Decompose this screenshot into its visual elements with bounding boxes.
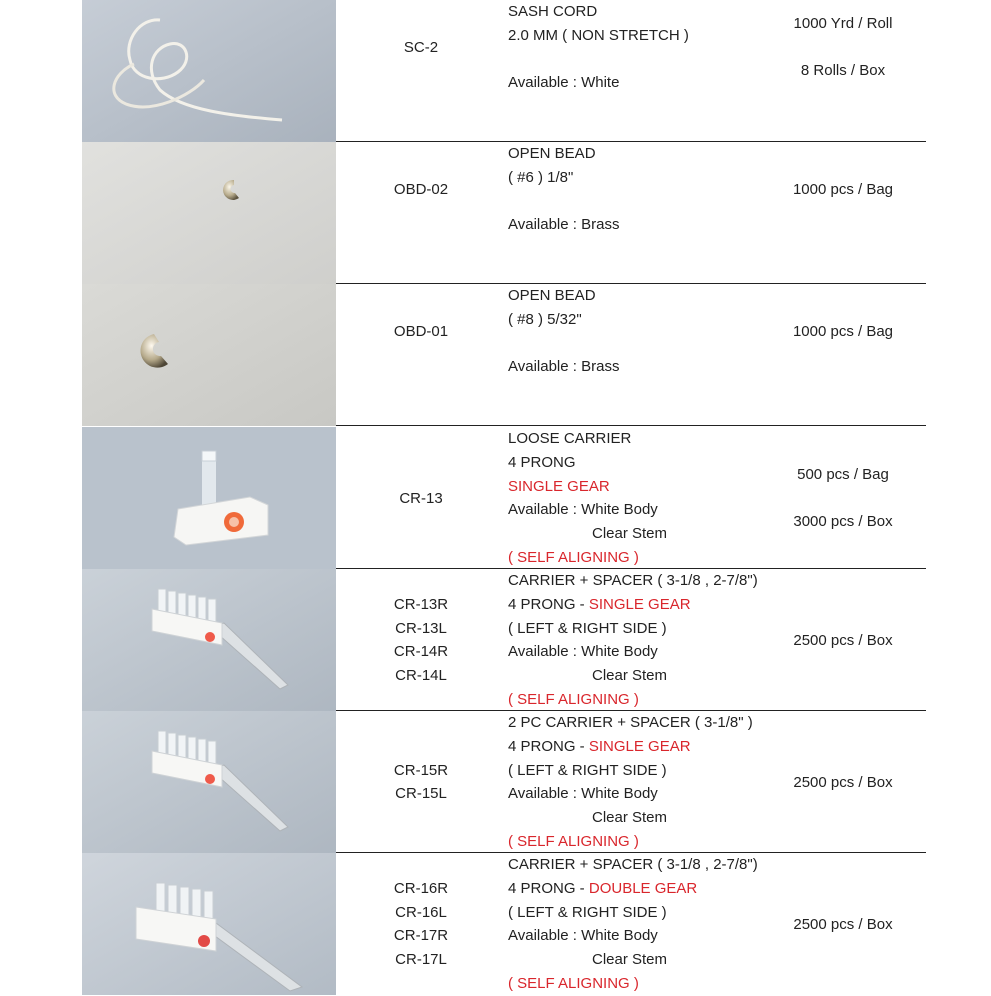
packaging-info xyxy=(760,913,926,937)
description-text: Available : White Body xyxy=(508,785,658,803)
product-photo xyxy=(82,0,336,142)
packaging-line: 1000 Yrd / Roll xyxy=(793,14,893,32)
product-code: CR-16L xyxy=(395,903,447,921)
product-codes xyxy=(336,487,506,511)
product-row xyxy=(0,142,991,284)
description-text: 4 PRONG - xyxy=(508,595,589,613)
packaging-info xyxy=(760,178,926,202)
product-code: CR-15R xyxy=(393,761,449,779)
description-text: Available : White Body xyxy=(508,927,658,945)
highlight-text: SINGLE GEAR xyxy=(588,737,691,755)
product-codes xyxy=(336,877,506,972)
description-text: 4 PRONG - xyxy=(508,737,589,755)
product-code: CR-14R xyxy=(393,643,449,661)
description-text: Clear Stem xyxy=(592,525,668,543)
description-line xyxy=(508,569,808,593)
product-code: CR-13L xyxy=(395,619,447,637)
description-text: 4 PRONG - xyxy=(508,879,589,897)
description-line xyxy=(508,427,808,451)
description-line xyxy=(508,355,808,379)
description-text: Available : White Body xyxy=(508,501,658,519)
description-line xyxy=(508,972,808,996)
description-text: ( #6 ) 1/8" xyxy=(508,168,574,186)
description-text: 2.0 MM ( NON STRETCH ) xyxy=(508,26,689,44)
product-photo xyxy=(82,711,336,853)
product-photo xyxy=(82,569,336,711)
packaging-line: 1000 pcs / Bag xyxy=(792,180,894,198)
description-line xyxy=(508,284,808,308)
description-text: OPEN BEAD xyxy=(508,145,596,162)
packaging-line: 8 Rolls / Box xyxy=(800,62,886,80)
highlight-text: SINGLE GEAR xyxy=(508,477,610,495)
packaging-line xyxy=(760,486,926,510)
description-line xyxy=(508,877,808,901)
product-row xyxy=(0,569,991,711)
description-text: LOOSE CARRIER xyxy=(508,430,632,447)
description-text: Available : White xyxy=(508,74,620,92)
product-code: CR-17R xyxy=(393,927,449,945)
description-text: ( #8 ) 5/32" xyxy=(508,310,582,328)
highlight-text: ( SELF ALIGNING ) xyxy=(508,832,639,850)
product-codes xyxy=(336,593,506,688)
description-line xyxy=(508,948,808,972)
description-text: Available : Brass xyxy=(508,216,620,234)
product-codes xyxy=(336,320,506,344)
product-photo xyxy=(82,284,336,426)
packaging-line: 2500 pcs / Box xyxy=(793,773,893,791)
description-text: ( LEFT & RIGHT SIDE ) xyxy=(508,761,667,779)
description-text: CARRIER + SPACER ( 3-1/8 , 2-7/8") xyxy=(508,856,758,873)
product-row xyxy=(0,427,991,569)
product-codes xyxy=(336,36,506,60)
description-line xyxy=(508,142,808,166)
packaging-line: 3000 pcs / Box xyxy=(793,513,893,531)
product-code: CR-15L xyxy=(395,785,447,803)
packaging-info xyxy=(760,463,926,534)
description-text: 4 PRONG xyxy=(508,453,576,471)
description-line xyxy=(508,853,808,877)
description-line xyxy=(508,593,808,617)
highlight-text: DOUBLE GEAR xyxy=(588,879,698,897)
description-line xyxy=(508,735,808,759)
description-text: Clear Stem xyxy=(592,951,668,969)
description-text: 2 PC CARRIER + SPACER ( 3-1/8" ) xyxy=(508,714,753,731)
highlight-text: ( SELF ALIGNING ) xyxy=(508,690,639,708)
description-line xyxy=(508,711,808,735)
product-photo xyxy=(82,427,336,569)
packaging-line: 2500 pcs / Box xyxy=(793,631,893,649)
description-text: Available : White Body xyxy=(508,643,658,661)
description-text: Available : Brass xyxy=(508,358,620,376)
product-code: CR-13R xyxy=(393,595,449,613)
description-line xyxy=(508,213,808,237)
product-code: OBD-01 xyxy=(393,322,449,340)
description-text: SASH CORD xyxy=(508,3,598,20)
product-code: CR-13 xyxy=(399,489,443,507)
product-code: CR-14L xyxy=(395,667,447,685)
description-text: CARRIER + SPACER ( 3-1/8 , 2-7/8") xyxy=(508,572,758,589)
description-line xyxy=(508,830,808,854)
product-row xyxy=(0,711,991,853)
highlight-text: ( SELF ALIGNING ) xyxy=(508,548,639,566)
packaging-info xyxy=(760,12,926,83)
product-code: CR-16R xyxy=(393,879,449,897)
description-line xyxy=(508,664,808,688)
description-text: Clear Stem xyxy=(592,667,668,685)
product-codes xyxy=(336,759,506,807)
row-divider xyxy=(336,425,926,426)
product-codes xyxy=(336,178,506,202)
highlight-text: ( SELF ALIGNING ) xyxy=(508,974,639,992)
description-line xyxy=(508,806,808,830)
packaging-line xyxy=(760,36,926,60)
description-line xyxy=(508,688,808,712)
description-line xyxy=(508,546,808,570)
product-code: SC-2 xyxy=(403,38,439,56)
description-text: OPEN BEAD xyxy=(508,287,596,304)
product-code: CR-17L xyxy=(395,951,447,969)
product-code: OBD-02 xyxy=(393,180,449,198)
product-photo xyxy=(82,853,336,995)
product-photo xyxy=(82,142,336,284)
packaging-line: 2500 pcs / Box xyxy=(793,915,893,933)
product-row xyxy=(0,853,991,995)
description-text: ( LEFT & RIGHT SIDE ) xyxy=(508,903,667,921)
packaging-info xyxy=(760,771,926,795)
highlight-text: SINGLE GEAR xyxy=(588,595,691,613)
description-text: ( LEFT & RIGHT SIDE ) xyxy=(508,619,667,637)
packaging-line: 500 pcs / Bag xyxy=(797,465,889,483)
packaging-info xyxy=(760,629,926,653)
packaging-info xyxy=(760,320,926,344)
product-row xyxy=(0,0,991,142)
packaging-line: 1000 pcs / Bag xyxy=(792,322,894,340)
product-row xyxy=(0,284,991,426)
description-text: Clear Stem xyxy=(592,809,668,827)
